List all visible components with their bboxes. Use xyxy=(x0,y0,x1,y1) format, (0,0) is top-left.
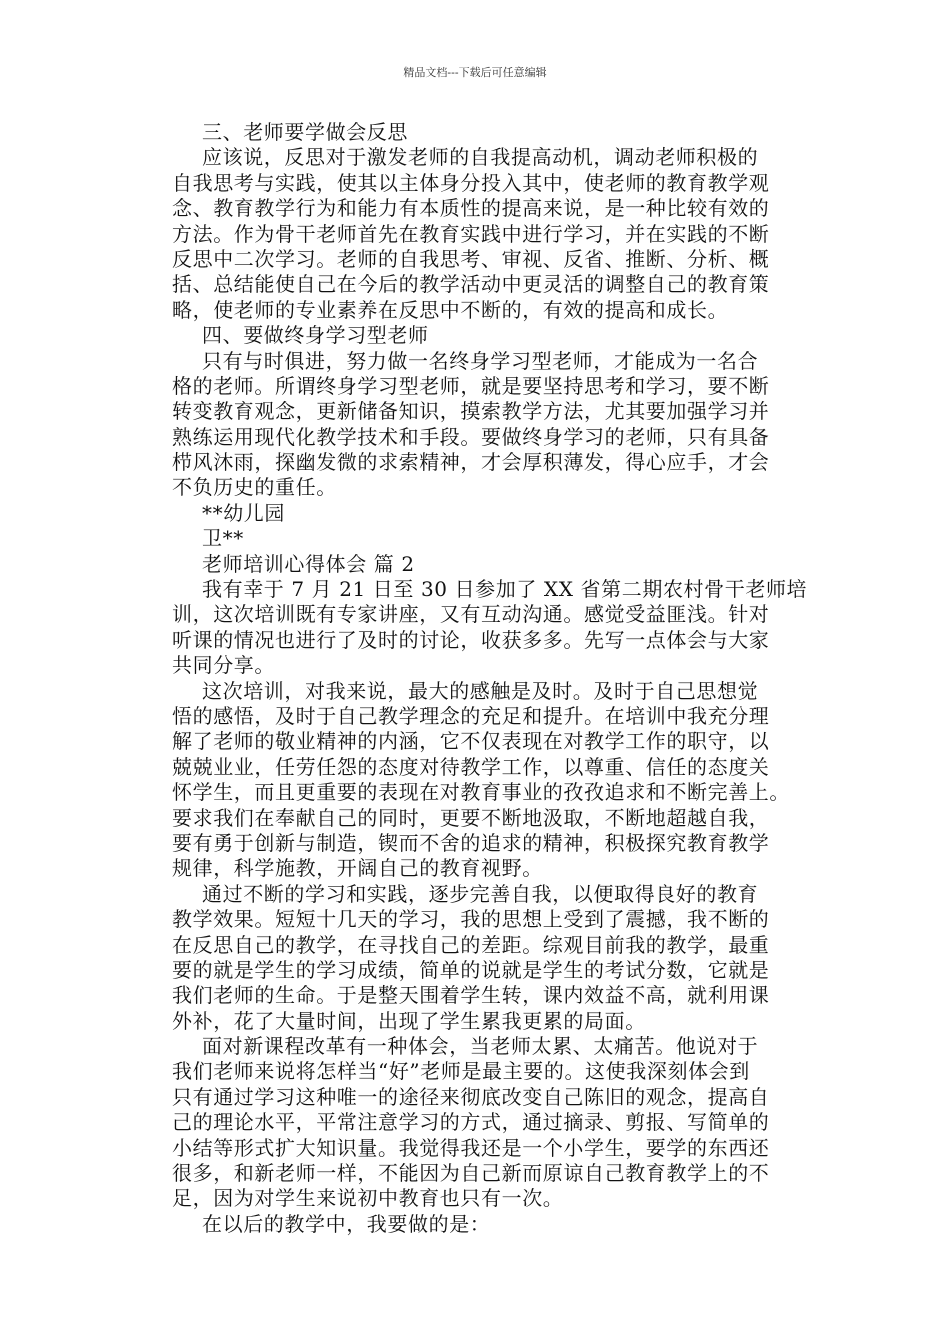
text-line: 三、老师要学做会反思 xyxy=(202,120,408,144)
text-line: 四、要做终身学习型老师 xyxy=(202,323,429,348)
text-line: **幼儿园 xyxy=(202,500,285,525)
text-line: 应该说，反思对于激发老师的自我提高动机，调动老师积极的 xyxy=(202,145,759,170)
text-line: 要有勇于创新与制造，锲而不舍的追求的精神，积极探究教育教学 xyxy=(172,830,770,855)
text-line: 这次培训，对我来说，最大的感触是及时。及时于自己思想觉 xyxy=(202,678,759,703)
text-line: 只有通过学习这种唯一的途径来彻底改变自己陈旧的观念，提高自 xyxy=(172,1084,770,1109)
text-line: 悟的感悟，及时于自己教学理念的充足和提升。在培训中我充分理 xyxy=(172,703,770,728)
text-line: 通过不断的学习和实践，逐步完善自我，以便取得良好的教育 xyxy=(202,881,759,906)
text-line: 老师培训心得体会 篇 2 xyxy=(202,551,415,576)
text-line: 己的理论水平，平常注意学习的方式，通过摘录、剪报、写简单的 xyxy=(172,1110,770,1135)
text-line: 共同分享。 xyxy=(172,653,275,678)
text-line: 要的就是学生的学习成绩，简单的说就是学生的考试分数，它就是 xyxy=(172,957,770,982)
text-line: 足，因为对学生来说初中教育也只有一次。 xyxy=(172,1186,564,1211)
text-line: 听课的情况也进行了及时的讨论，收获多多。先写一点体会与大家 xyxy=(172,627,770,652)
text-line: 训，这次培训既有专家讲座，又有互动沟通。感觉受益匪浅。针对 xyxy=(172,602,770,627)
text-line: 很多，和新老师一样，不能因为自己新而原谅自己教育教学上的不 xyxy=(172,1161,770,1186)
text-line: 怀学生，而且更重要的表现在对教育事业的孜孜追求和不断完善上。 xyxy=(172,780,790,805)
text-line: 小结等形式扩大知识量。我觉得我还是一个小学生，要学的东西还 xyxy=(172,1135,770,1160)
text-line: 只有与时俱进，努力做一名终身学习型老师，才能成为一名合 xyxy=(202,348,759,373)
text-line: 卫** xyxy=(202,526,244,551)
text-line: 反思中二次学习。老师的自我思考、审视、反省、推断、分析、概 xyxy=(172,246,770,271)
text-line: 外补，花了大量时间，出现了学生累我更累的局面。 xyxy=(172,1008,646,1033)
text-line: 在反思自己的教学，在寻找自己的差距。综观目前我的教学，最重 xyxy=(172,932,770,957)
text-line: 面对新课程改革有一种体会，当老师太累、太痛苦。他说对于 xyxy=(202,1034,759,1059)
text-line: 括、总结能使自己在今后的教学活动中更灵活的调整自己的教育策 xyxy=(172,272,770,297)
document-body xyxy=(172,120,812,1237)
text-line: 栉风沐雨，探幽发微的求索精神，才会厚积薄发，得心应手，才会 xyxy=(172,450,770,475)
text-line: 方法。作为骨干老师首先在教育实践中进行学习，并在实践的不断 xyxy=(172,221,770,246)
text-line: 兢兢业业，任劳任怨的态度对待教学工作，以尊重、信任的态度关 xyxy=(172,754,770,779)
page-header: 精品文档---下载后可任意编辑 xyxy=(403,66,547,79)
text-line: 不负历史的重任。 xyxy=(172,475,337,500)
text-line: 略，使老师的专业素养在反思中不断的，有效的提高和成长。 xyxy=(172,297,729,322)
text-line: 熟练运用现代化教学技术和手段。要做终身学习的老师，只有具备 xyxy=(172,424,770,449)
text-line: 我有幸于 7 月 21 日至 30 日参加了 XX 省第二期农村骨干老师培 xyxy=(202,577,808,602)
text-line: 自我思考与实践，使其以主体身分投入其中，使老师的教育教学观 xyxy=(172,170,770,195)
text-line: 教学效果。短短十几天的学习，我的思想上受到了震撼，我不断的 xyxy=(172,907,770,932)
text-line: 解了老师的敬业精神的内涵，它不仅表现在对教学工作的职守，以 xyxy=(172,729,770,754)
text-line: 我们老师来说将怎样当“好”老师是最主要的。这使我深刻体会到 xyxy=(172,1059,750,1084)
text-line: 念、教育教学行为和能力有本质性的提高来说，是一种比较有效的 xyxy=(172,196,770,221)
text-line: 要求我们在奉献自己的同时，更要不断地汲取，不断地超越自我， xyxy=(172,805,770,830)
text-line: 我们老师的生命。于是整天围着学生转，课内效益不高，就利用课 xyxy=(172,983,770,1008)
text-line: 规律，科学施教，开阔自己的教育视野。 xyxy=(172,856,543,881)
text-line: 在以后的教学中，我要做的是： xyxy=(202,1211,491,1236)
text-line: 格的老师。所谓终身学习型老师，就是要坚持思考和学习，要不断 xyxy=(172,373,770,398)
text-line: 转变教育观念，更新储备知识，摸索教学方法，尤其要加强学习并 xyxy=(172,399,770,424)
